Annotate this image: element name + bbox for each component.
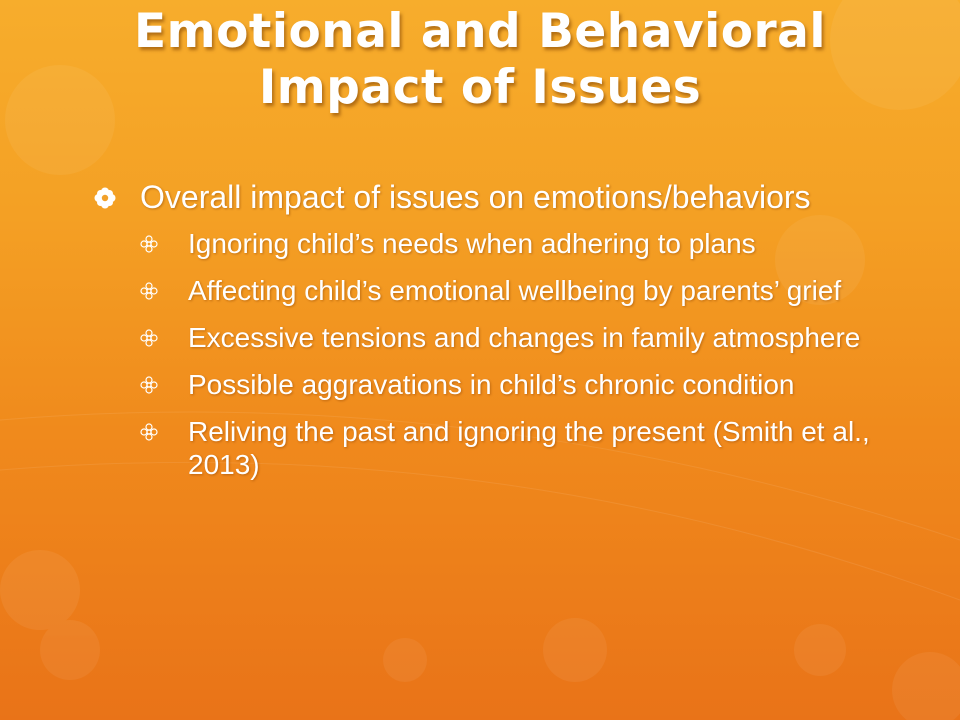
- main-bullet-text: Overall impact of issues on emotions/behaviors: [140, 179, 811, 215]
- slide-content: [90, 178, 890, 495]
- sub-bullet-text: Excessive tensions and changes in family atmosphere: [188, 322, 861, 353]
- sub-bullet-item: [90, 368, 890, 401]
- sub-bullet-list: [90, 227, 890, 481]
- flower-bullet-icon: [94, 187, 116, 209]
- sub-bullet-item: [90, 274, 890, 307]
- outline-flower-bullet-icon: [140, 376, 158, 394]
- sub-bullet-text: Ignoring child’s needs when adhering to plans: [188, 228, 756, 259]
- outline-flower-bullet-icon: [140, 235, 158, 253]
- sub-bullet-item: [90, 227, 890, 260]
- slide-title-line-1: Emotional and Behavioral: [134, 4, 826, 59]
- slide-title-line-2: Impact of Issues: [258, 60, 702, 115]
- sub-bullet-item: [90, 321, 890, 354]
- slide-title: [0, 4, 960, 116]
- outline-flower-bullet-icon: [140, 282, 158, 300]
- main-bullet-item: [90, 178, 890, 217]
- sub-bullet-text: Affecting child’s emotional wellbeing by parents’ grief: [188, 275, 842, 306]
- sub-bullet-item: [90, 415, 890, 481]
- outline-flower-bullet-icon: [140, 423, 158, 441]
- sub-bullet-text: Reliving the past and ignoring the present (Smith et al., 2013): [188, 416, 870, 480]
- sub-bullet-text: Possible aggravations in child’s chronic condition: [188, 369, 795, 400]
- outline-flower-bullet-icon: [140, 329, 158, 347]
